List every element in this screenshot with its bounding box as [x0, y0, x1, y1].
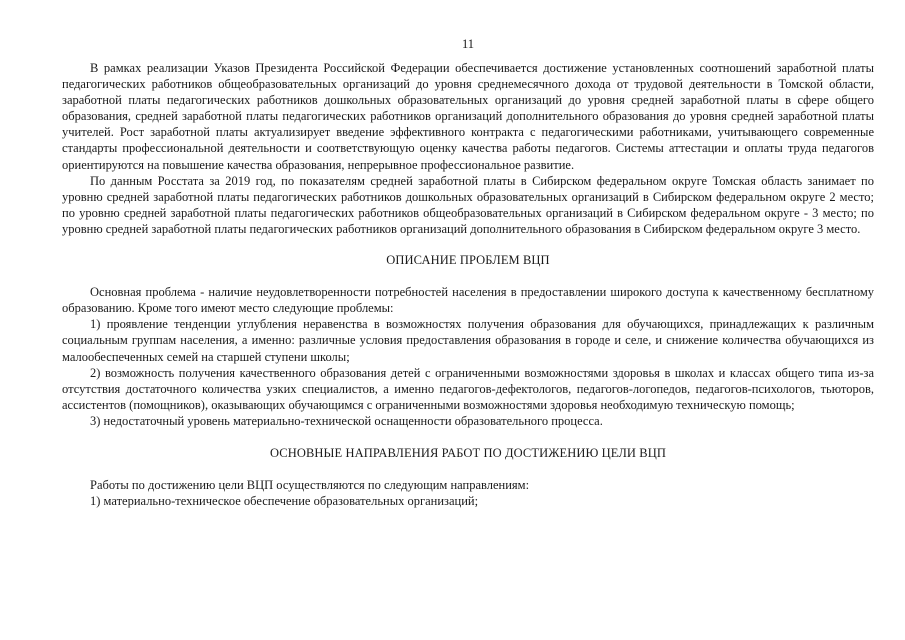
- problem-item-1: 1) проявление тенденции углубления неравенства в возможностях получения образования для обучающихся, принадлежащих к различным социальным группам населения, а именно: различные условия предоставления образования в городе и селе, и снижение количества обучающихся из малообеспеченных семей на старшей ступени школы;: [62, 317, 874, 364]
- page-number: 11: [461, 37, 475, 51]
- problem-item-3: 3) недостаточный уровень материально-технической оснащенности образовательного процесса.: [90, 413, 603, 428]
- intro-paragraph-2: По данным Росстата за 2019 год, по показателям средней заработной платы в Сибирском федеральном округе Томская область занимает по уровню средней заработной платы педагогических работников дошкольных образовательных организаций в Сибирском федеральном округе 2 место; по уровню средней заработной платы педагогических работников общеобразовательных организаций в Сибирском федеральном округе - 3 место; по уровню средней заработной платы педагогических работников организаций дополнительного образования в Сибирском федеральном округе 3 место.: [62, 173, 874, 236]
- problem-item-2: 2) возможность получения качественного образования детей с ограниченными возможностями здоровья в школах и классах общего типа из-за отсутствия достаточного количества узких специалистов, а именно педагогов-дефектологов, педагогов-логопедов, педагогов-психологов, тьюторов, ассистентов (помощников), оказывающих обучающимся с ограниченными возможностями здоровья необходимую техническую помощь;: [62, 365, 874, 412]
- direction-item-1: 1) материально-техническое обеспечение образовательных организаций;: [90, 494, 479, 509]
- problems-lead-paragraph: Основная проблема - наличие неудовлетворенности потребностей населения в предоставлении широкого доступа к качественному бесплатному образованию. Кроме того имеют место следующие проблемы:: [62, 285, 874, 316]
- directions-heading: ОСНОВНЫЕ НАПРАВЛЕНИЯ РАБОТ ПО ДОСТИЖЕНИЮ ЦЕЛИ ВЦП: [270, 445, 666, 460]
- document-page: [62, 36, 874, 509]
- problems-heading: ОПИСАНИЕ ПРОБЛЕМ ВЦП: [386, 253, 550, 268]
- intro-paragraph-1: В рамках реализации Указов Президента Российской Федерации обеспечивается достижение установленных соотношений заработной платы педагогических работников общеобразовательных организаций до уровня среднемесячного дохода от трудовой деятельности в Томской области, заработной платы педагогических работников дошкольных образовательных организаций до уровня средней заработной платы в сфере общего образования, средней заработной платы педагогических работников организаций дополнительного образования до уровня средней заработной платы учителей. Рост заработной платы актуализирует введение эффективного контракта с педагогическими работниками, учитывающего современные стандарты профессиональной деятельности и соответствующую оценку качества работы педагогов. Системы аттестации и оплаты труда педагогов ориентируются на повышение качества образования, непрерывное профессиональное развитие.: [62, 61, 874, 172]
- directions-lead-paragraph: Работы по достижению цели ВЦП осуществляются по следующим направлениям:: [90, 478, 530, 493]
